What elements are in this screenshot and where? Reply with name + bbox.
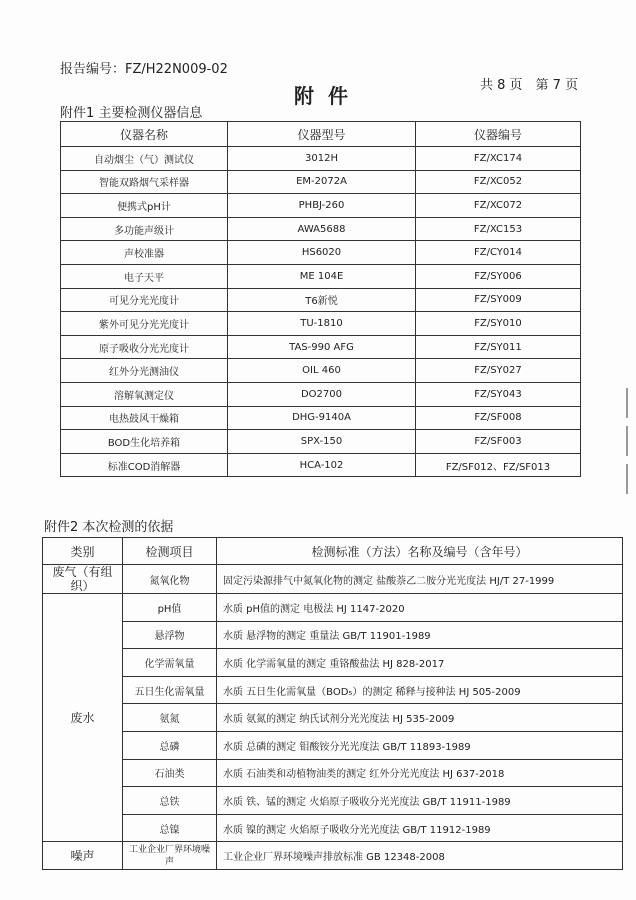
- table-row: [61, 312, 581, 336]
- instrument-model: DHG-9140A: [228, 406, 416, 430]
- table-row: [61, 288, 581, 312]
- instrument-table: [60, 121, 581, 477]
- table-row: [43, 649, 623, 677]
- instrument-id: FZ/SY011: [416, 335, 581, 359]
- table-row: [43, 814, 623, 842]
- category-noise: 噪声: [43, 842, 123, 870]
- table-row: [43, 676, 623, 704]
- table-row: [61, 217, 581, 241]
- instrument-name: 紫外可见分光光度计: [61, 312, 228, 336]
- table-row: [61, 194, 581, 218]
- table-header-row: [61, 122, 581, 147]
- table-row: [61, 406, 581, 430]
- instrument-id: FZ/SF008: [416, 406, 581, 430]
- instrument-model: T6新悦: [228, 288, 416, 312]
- instrument-model: 3012H: [228, 147, 416, 171]
- column-header: 仪器型号: [228, 122, 416, 147]
- test-item: 化学需氧量: [123, 649, 217, 677]
- instrument-id: FZ/XC072: [416, 194, 581, 218]
- test-item: 总铁: [123, 787, 217, 815]
- instrument-id: FZ/XC153: [416, 217, 581, 241]
- instrument-model: OIL 460: [228, 359, 416, 383]
- column-header: 检测项目: [123, 538, 217, 565]
- test-item: 氨氮: [123, 704, 217, 732]
- instrument-model: PHBJ-260: [228, 194, 416, 218]
- column-header: 仪器编号: [416, 122, 581, 147]
- table-row: [43, 565, 623, 594]
- table-row: [43, 759, 623, 787]
- test-standard: 水质 镍的测定 火焰原子吸收分光光度法 GB/T 11912-1989: [217, 814, 623, 842]
- standards-table: [42, 537, 623, 870]
- test-item: 五日生化需氧量: [123, 676, 217, 704]
- page-info: 共 8 页 第 7 页: [480, 78, 579, 93]
- table-row: [61, 359, 581, 383]
- table-row: [61, 147, 581, 171]
- test-item: 悬浮物: [123, 621, 217, 649]
- test-standard: 水质 悬浮物的测定 重量法 GB/T 11901-1989: [217, 621, 623, 649]
- test-item: 石油类: [123, 759, 217, 787]
- test-standard: 水质 铁、锰的测定 火焰原子吸收分光光度法 GB/T 11911-1989: [217, 787, 623, 815]
- instrument-name: 红外分光测油仪: [61, 359, 228, 383]
- instrument-model: HS6020: [228, 241, 416, 265]
- table-row: [43, 621, 623, 649]
- test-standard: 固定污染源排气中氮氧化物的测定 盐酸萘乙二胺分光光度法 HJ/T 27-1999: [217, 565, 623, 594]
- instrument-name: 多功能声级计: [61, 217, 228, 241]
- instrument-id: FZ/SF012、FZ/SF013: [416, 453, 581, 477]
- table-row: [43, 842, 623, 870]
- test-standard: 水质 化学需氧量的测定 重铬酸盐法 HJ 828-2017: [217, 649, 623, 677]
- instrument-model: DO2700: [228, 382, 416, 406]
- instrument-name: BOD生化培养箱: [61, 430, 228, 454]
- table-header-row: [43, 538, 623, 565]
- table-row: [61, 170, 581, 194]
- section1-title: 附件1 主要检测仪器信息: [60, 106, 203, 121]
- instrument-id: FZ/SY043: [416, 382, 581, 406]
- test-standard: 水质 五日生化需氧量（BOD₅）的测定 稀释与接种法 HJ 505-2009: [217, 676, 623, 704]
- category-wastewater: 废水: [43, 594, 123, 842]
- test-standard: 水质 石油类和动植物油类的测定 红外分光光度法 HJ 637-2018: [217, 759, 623, 787]
- column-header: 检测标准（方法）名称及编号（含年号）: [217, 538, 623, 565]
- instrument-id: FZ/SY009: [416, 288, 581, 312]
- instrument-id: FZ/SY006: [416, 264, 581, 288]
- instrument-name: 电热鼓风干燥箱: [61, 406, 228, 430]
- table-row: [61, 453, 581, 477]
- instrument-id: FZ/SY027: [416, 359, 581, 383]
- instrument-model: SPX-150: [228, 430, 416, 454]
- category-exhaust: 废气（有组织）: [43, 565, 123, 594]
- instrument-id: FZ/CY014: [416, 241, 581, 265]
- test-standard: 水质 总磷的测定 钼酸铵分光光度法 GB/T 11893-1989: [217, 731, 623, 759]
- table-row: [43, 704, 623, 732]
- instrument-name: 电子天平: [61, 264, 228, 288]
- instrument-id: FZ/SF003: [416, 430, 581, 454]
- table-row: [61, 241, 581, 265]
- section2-title: 附件2 本次检测的依据: [44, 520, 174, 535]
- instrument-model: ME 104E: [228, 264, 416, 288]
- test-item: pH值: [123, 594, 217, 622]
- instrument-name: 标准COD消解器: [61, 453, 228, 477]
- report-number: 报告编号：FZ/H22N009-02: [60, 62, 228, 77]
- instrument-name: 智能双路烟气采样器: [61, 170, 228, 194]
- instrument-model: HCA-102: [228, 453, 416, 477]
- test-standard: 水质 氨氮的测定 纳氏试剂分光光度法 HJ 535-2009: [217, 704, 623, 732]
- column-header: 类别: [43, 538, 123, 565]
- instrument-id: FZ/XC174: [416, 147, 581, 171]
- test-item: 总镍: [123, 814, 217, 842]
- instrument-model: TU-1810: [228, 312, 416, 336]
- instrument-name: 自动烟尘（气）测试仪: [61, 147, 228, 171]
- instrument-name: 原子吸收分光光度计: [61, 335, 228, 359]
- instrument-name: 可见分光光度计: [61, 288, 228, 312]
- instrument-name: 便携式pH计: [61, 194, 228, 218]
- table-row: [61, 382, 581, 406]
- instrument-name: 声校准器: [61, 241, 228, 265]
- table-row: [43, 787, 623, 815]
- instrument-model: TAS-990 AFG: [228, 335, 416, 359]
- table-row: [61, 264, 581, 288]
- table-row: [43, 731, 623, 759]
- scan-edge-marks: [622, 380, 636, 520]
- instrument-id: FZ/SY010: [416, 312, 581, 336]
- test-item: 总磷: [123, 731, 217, 759]
- table-row: [61, 430, 581, 454]
- test-item: 氮氧化物: [123, 565, 217, 594]
- table-row: [61, 335, 581, 359]
- page-title: 附件: [294, 84, 362, 108]
- test-item: 工业企业厂界环境噪声: [123, 842, 217, 870]
- instrument-name: 溶解氧测定仪: [61, 382, 228, 406]
- instrument-model: EM-2072A: [228, 170, 416, 194]
- instrument-id: FZ/XC052: [416, 170, 581, 194]
- table-row: [43, 594, 623, 622]
- column-header: 仪器名称: [61, 122, 228, 147]
- test-standard: 工业企业厂界环境噪声排放标准 GB 12348-2008: [217, 842, 623, 870]
- instrument-model: AWA5688: [228, 217, 416, 241]
- test-standard: 水质 pH值的测定 电极法 HJ 1147-2020: [217, 594, 623, 622]
